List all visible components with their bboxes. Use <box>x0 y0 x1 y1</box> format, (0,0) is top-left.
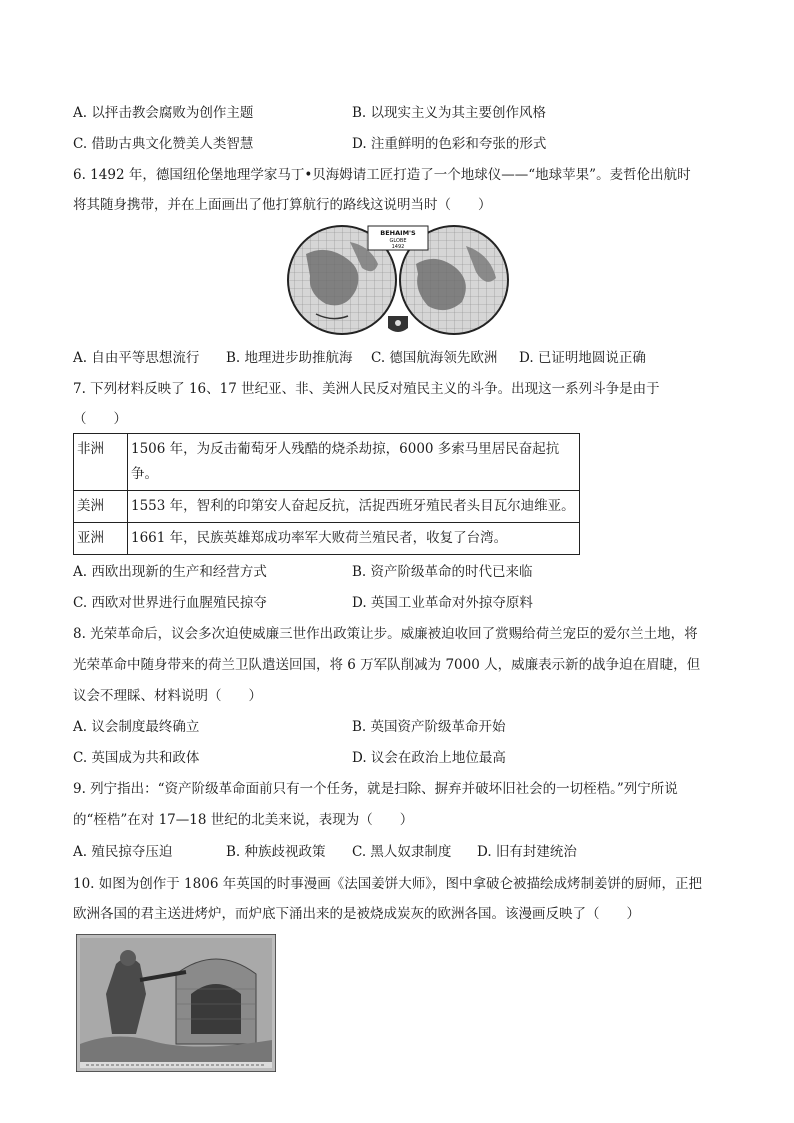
q5-option-c: C. 借助古典文化赞美人类智慧 <box>73 136 254 152</box>
table-cell-text <box>128 434 580 491</box>
q10-stem-line-1: 10. 如图为创作于 1806 年英国的时事漫画《法国姜饼大师》，图中拿破仑被描绘成烤制姜饼的厨师，正把 <box>73 876 702 892</box>
behaim-globe-image <box>286 224 510 336</box>
globe-title: BEHAIM'S <box>380 229 416 237</box>
q9-stem-line-2: 的“桎梏”在对 17—18 世纪的北美来说，表现为（ ） <box>73 812 414 828</box>
q8-option-c: C. 英国成为共和政体 <box>73 750 200 766</box>
globe-year: 1492 <box>391 244 405 250</box>
q5-option-a: A. 以抨击教会腐败为创作主题 <box>73 105 254 121</box>
q7-material-table <box>73 433 580 555</box>
q8-stem-line-1: 8. 光荣革命后，议会多次迫使威廉三世作出政策让步。威廉被迫收回了赏赐给荷兰宠臣的爱尔兰土地，将 <box>73 626 698 642</box>
table-cell-region: 非洲 <box>74 434 128 491</box>
table-row <box>74 434 580 491</box>
q7-option-c: C. 西欧对世界进行血腥殖民掠夺 <box>73 595 267 611</box>
table-cell-text-line: 1506 年，为反击葡萄牙人残酷的烧杀劫掠，6000 多索马里居民奋起抗 <box>131 441 560 457</box>
table-cell-text: 1661 年，民族英雄郑成功率军大败荷兰殖民者，收复了台湾。 <box>128 523 580 555</box>
globe-subtitle: GLOBE <box>389 238 407 244</box>
q6-option-d: D. 已证明地圆说正确 <box>519 350 646 366</box>
table-row <box>74 523 580 555</box>
q6-stem-line-1: 6. 1492 年，德国纽伦堡地理学家马丁•贝海姆请工匠打造了一个地球仪——“地球苹果”。麦哲伦出航时 <box>73 167 691 183</box>
q10-stem-line-2: 欧洲各国的君主送进烤炉，而炉底下涌出来的是被烧成炭灰的欧洲各国。该漫画反映了（ ） <box>73 906 640 922</box>
q9-option-d: D. 旧有封建统治 <box>477 844 577 860</box>
q8-stem-line-3: 议会不理睬、材料说明（ ） <box>73 688 262 704</box>
q6-stem-line-2: 将其随身携带，并在上面画出了他打算航行的路线这说明当时（ ） <box>73 197 492 213</box>
table-cell-text: 1553 年，智利的印第安人奋起反抗，活捉西班牙殖民者头目瓦尔迪维亚。 <box>128 491 580 523</box>
table-cell-region: 亚洲 <box>74 523 128 555</box>
table-cell-region: 美洲 <box>74 491 128 523</box>
q7-option-d: D. 英国工业革命对外掠夺原料 <box>352 595 533 611</box>
q9-option-b: B. 种族歧视政策 <box>226 844 326 860</box>
q9-option-c: C. 黑人奴隶制度 <box>352 844 452 860</box>
q6-option-a: A. 自由平等思想流行 <box>73 350 200 366</box>
q9-option-a: A. 殖民掠夺压迫 <box>73 844 173 860</box>
q8-option-d: D. 议会在政治上地位最高 <box>352 750 506 766</box>
q7-option-a: A. 西欧出现新的生产和经营方式 <box>73 564 267 580</box>
q6-option-c: C. 德国航海领先欧洲 <box>371 350 498 366</box>
q8-option-a: A. 议会制度最终确立 <box>73 719 200 735</box>
q7-stem-line-2: （ ） <box>73 411 127 427</box>
q7-stem-line-1: 7. 下列材料反映了 16、17 世纪亚、非、美洲人民反对殖民主义的斗争。出现这一系列斗争是由于 <box>73 381 660 397</box>
q5-option-d: D. 注重鲜明的色彩和夸张的形式 <box>352 136 547 152</box>
table-cell-text-line: 争。 <box>131 466 158 482</box>
q8-option-b: B. 英国资产阶级革命开始 <box>352 719 506 735</box>
gingerbread-baker-cartoon-image <box>76 934 276 1072</box>
q6-option-b: B. 地理进步助推航海 <box>226 350 353 366</box>
q7-option-b: B. 资产阶级革命的时代已来临 <box>352 564 533 580</box>
q5-option-b: B. 以现实主义为其主要创作风格 <box>352 105 547 121</box>
q8-stem-line-2: 光荣革命中随身带来的荷兰卫队遣送回国，将 6 万军队削减为 7000 人，威廉表示新的战争迫在眉睫，但 <box>73 657 701 673</box>
q9-stem-line-1: 9. 列宁指出：“资产阶级革命面前只有一个任务，就是扫除、摒弃并破坏旧社会的一切桎梏。”列宁所说 <box>73 781 678 797</box>
table-row <box>74 491 580 523</box>
